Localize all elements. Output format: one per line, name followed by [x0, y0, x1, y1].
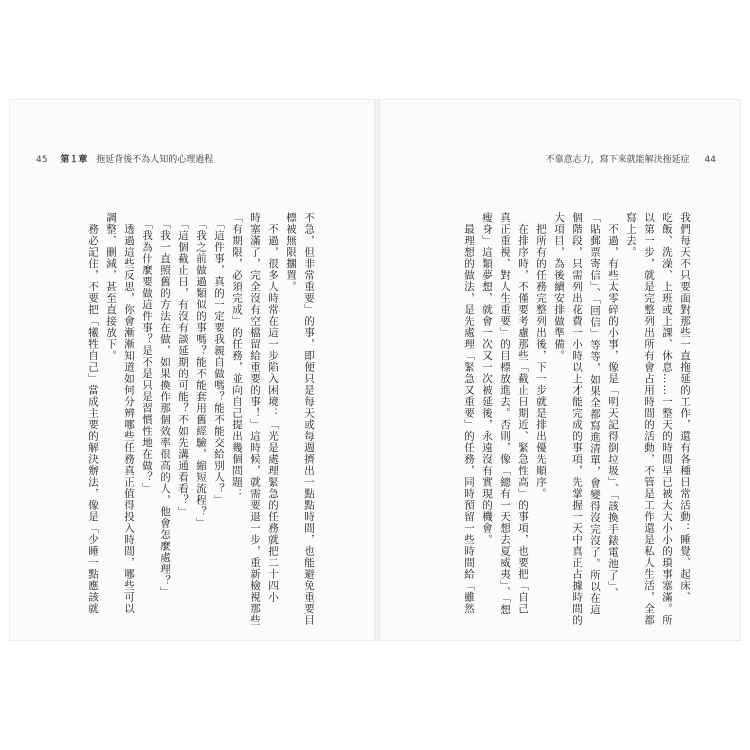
text-line: 以第一步，就是完整列出所有會占用時間的活動，不管是工作還是私人生活，全都 — [643, 212, 655, 626]
left-page — [10, 100, 374, 640]
text-line: 「這個截止日，有沒有談延期的可能？不如先溝通看看？」 — [177, 212, 189, 518]
text-line: 不過，有些太零碎的小事，像是「明天記得倒垃圾」、「該換手錶電池了」、 — [607, 212, 619, 599]
text-line: 「這件事，真的一定要我親自做嗎？能不能交給別人？」 — [213, 212, 225, 506]
text-line: 調整、刪減，甚至直接放下。 — [105, 212, 117, 362]
text-line: 務必記住，不要把「犧牲自己」當成主要的解決辦法，像是「少睡一點應該就 — [87, 212, 99, 615]
book-spread — [10, 100, 740, 640]
text-line: 在排序時，不僅要考慮那些「截止日期近、緊急性高」的事項，也要把「自己 — [517, 212, 529, 615]
text-line: 「貼郵票寄信」、「回信」等等，如果全都寫進清單，會變得沒完沒了。所以在這 — [589, 212, 601, 616]
text-line: 我們每天不只要面對那些一直拖延的工作，還有各種日常活動：睡覺、起床、 — [679, 212, 691, 603]
text-line: 時塞滿了，完全沒有空檔留給重要的事！」這時候，就需要退一步，重新檢視那些 — [249, 212, 261, 626]
text-line: 個階段，只需列出花費一小時以上才能完成的事項，先掌握一天中真正占據時間的 — [571, 212, 583, 626]
text-line: 「有期限，必須完成」的任務，並向自己提出幾個問題： — [231, 212, 243, 500]
right-page — [380, 100, 740, 640]
left-body-text — [84, 212, 318, 626]
chapter-label: 第１章 — [60, 155, 88, 165]
text-line: 瘦身」這類夢想，就會一次又一次被延後，永遠沒有實現的機會。 — [481, 212, 493, 546]
right-body-text — [460, 212, 694, 626]
text-line: 不急，但非常重要」的事，即便只是每天或每週擠出一點點時間，也能避免重要目 — [303, 212, 315, 626]
right-running-header — [546, 152, 716, 165]
text-line: 「我為什麼要做這件事？是不是只是習慣性地在做？」 — [141, 212, 153, 495]
text-line: 吃飯、洗澡、上班或上課、休息……一整天的時間早已被大大小小的瑣事塞滿。所 — [661, 212, 673, 626]
right-page-number: 44 — [704, 155, 716, 165]
text-line: 把所有的任務完整列出後，下一步就是排出優先順序。 — [535, 212, 547, 500]
text-line: 最理想的做法，是先處理「緊急又重要」的任務，同時預留一些時間給「雖然 — [463, 212, 475, 615]
text-line: 寫上去。 — [625, 212, 637, 258]
text-line: 真正重視、對人生重要」的目標放進去。否則，像「總有一天想去夏威夷」、「想 — [499, 212, 511, 616]
text-line: 「我之前做過類似的事嗎？能不能套用舊經驗，縮短流程？」 — [195, 212, 207, 529]
left-page-number: 45 — [36, 155, 48, 165]
running-title: 不靠意志力，寫下來就能解決拖延症 — [545, 155, 690, 165]
text-line: 不過，很多人時常在這一步陷入困境：「光是處理緊急的任務就把二十四小 — [267, 212, 279, 603]
text-line: 透過這些反思，你會漸漸知道如何分辨哪些任務真正值得投入時間，哪些可以 — [123, 212, 135, 615]
chapter-title: 拖延背後不為人知的心理過程 — [96, 155, 214, 165]
left-running-header — [36, 152, 213, 165]
text-line: 大項目，為後續安排做準備。 — [553, 212, 565, 362]
text-line: 「我一直照舊的方法在做，如果換作那個效率很高的人，他會怎麼處理？」 — [159, 212, 171, 598]
text-line: 標被無限擱置。 — [285, 212, 297, 293]
